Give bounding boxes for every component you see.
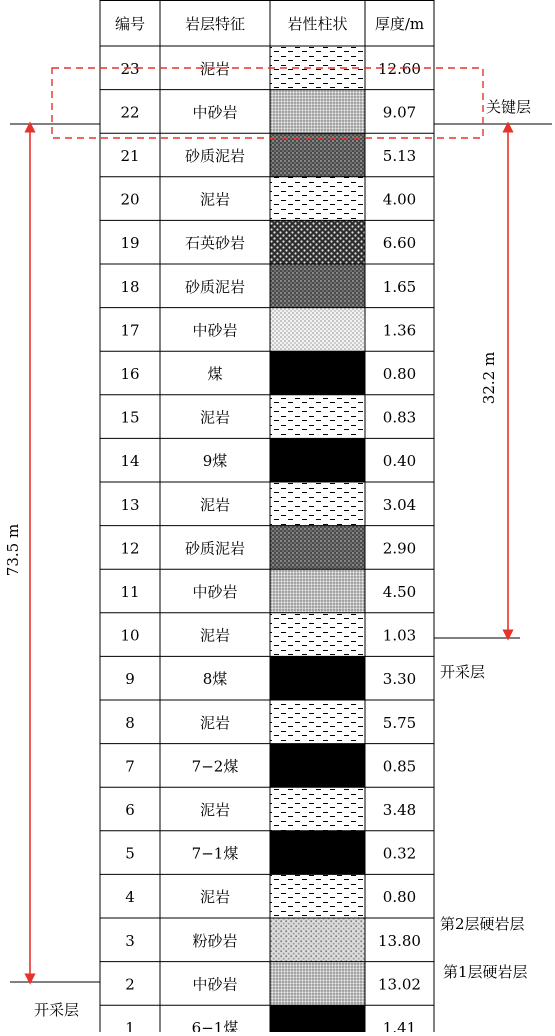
layer-number: 19 bbox=[120, 234, 140, 253]
mining-layer-lower-label: 开采层 bbox=[34, 1001, 80, 1019]
layer-thickness: 3.30 bbox=[382, 670, 417, 689]
layer-name: 泥岩 bbox=[199, 408, 231, 427]
layer-name: 泥岩 bbox=[199, 190, 231, 209]
lithology-cell bbox=[270, 264, 365, 308]
lithology-cell bbox=[270, 526, 365, 570]
layer-name: 中砂岩 bbox=[192, 103, 238, 122]
lithology-cell bbox=[270, 90, 365, 134]
lithology-cell bbox=[270, 395, 365, 439]
layer-thickness: 5.13 bbox=[382, 147, 417, 165]
layer-thickness: 4.50 bbox=[382, 583, 417, 601]
layer-number: 20 bbox=[120, 190, 140, 209]
lithology-cell bbox=[270, 351, 365, 395]
column-header: 岩层特征 bbox=[184, 15, 246, 33]
lithology-cell bbox=[270, 569, 365, 613]
layer-number: 10 bbox=[120, 626, 140, 645]
column-header: 编号 bbox=[114, 15, 146, 33]
layer-number: 21 bbox=[120, 147, 140, 165]
layer-thickness: 6.60 bbox=[382, 234, 417, 253]
lithology-cell bbox=[270, 744, 365, 788]
layer-name: 泥岩 bbox=[199, 888, 231, 907]
column-header: 厚度/m bbox=[374, 15, 425, 33]
lithology-cell bbox=[270, 613, 365, 657]
layer-name: 7−2煤 bbox=[191, 757, 239, 776]
lithology-cell bbox=[270, 438, 365, 482]
layer-thickness: 13.80 bbox=[378, 931, 421, 950]
layer-name: 石英砂岩 bbox=[184, 234, 246, 253]
layer-number: 8 bbox=[125, 713, 135, 732]
lithology-cell bbox=[270, 656, 365, 700]
layer-thickness: 3.48 bbox=[382, 801, 417, 819]
lithology-cell bbox=[270, 177, 365, 221]
layer-number: 14 bbox=[120, 452, 140, 471]
layer-number: 22 bbox=[120, 103, 140, 122]
layer-thickness: 1.65 bbox=[382, 277, 417, 296]
layer-thickness: 0.85 bbox=[382, 757, 417, 776]
strata-table bbox=[100, 0, 434, 1032]
layer-name: 砂质泥岩 bbox=[184, 539, 246, 558]
layer-name: 中砂岩 bbox=[192, 583, 238, 601]
lithology-cell bbox=[270, 787, 365, 831]
lithology-cell bbox=[270, 962, 365, 1006]
layer-name: 泥岩 bbox=[199, 801, 231, 819]
layer-number: 16 bbox=[120, 365, 140, 383]
lithology-cell bbox=[270, 308, 365, 352]
layer-number: 13 bbox=[120, 495, 140, 514]
layer-thickness: 1.36 bbox=[382, 321, 417, 340]
layer-number: 6 bbox=[125, 801, 135, 819]
layer-number: 18 bbox=[120, 277, 140, 296]
mining-layer-upper-label: 开采层 bbox=[440, 663, 486, 681]
layer-number: 7 bbox=[125, 757, 135, 776]
layer-name: 中砂岩 bbox=[192, 321, 238, 340]
layer-name: 泥岩 bbox=[199, 626, 231, 645]
layer-name: 砂质泥岩 bbox=[184, 277, 246, 296]
layer-name: 粉砂岩 bbox=[192, 931, 238, 950]
layer-thickness: 4.00 bbox=[382, 190, 417, 209]
layer-number: 5 bbox=[125, 844, 135, 863]
layer-name: 泥岩 bbox=[199, 59, 231, 78]
hard-layer-2-label: 第2层硬岩层 bbox=[440, 915, 525, 933]
column-header: 岩性柱状 bbox=[287, 15, 348, 33]
layer-name: 煤 bbox=[207, 365, 223, 383]
layer-number: 17 bbox=[120, 321, 140, 340]
lithology-cell bbox=[270, 918, 365, 962]
layer-number: 23 bbox=[120, 59, 140, 78]
lithology-cell bbox=[270, 1005, 365, 1032]
layer-name: 中砂岩 bbox=[192, 975, 238, 994]
layer-thickness: 1.41 bbox=[382, 1019, 417, 1032]
layer-number: 12 bbox=[120, 539, 140, 558]
layer-thickness: 9.07 bbox=[382, 103, 417, 122]
layer-thickness: 13.02 bbox=[378, 975, 421, 994]
layer-number: 3 bbox=[125, 931, 135, 950]
layer-thickness: 12.60 bbox=[378, 59, 421, 78]
lithology-cell bbox=[270, 700, 365, 744]
layer-number: 4 bbox=[125, 888, 135, 907]
right-distance-label: 32.2 m bbox=[480, 351, 498, 405]
left-distance-label: 73.5 m bbox=[4, 523, 22, 577]
layer-thickness: 0.83 bbox=[382, 408, 417, 427]
layer-thickness: 1.03 bbox=[382, 626, 417, 645]
layer-thickness: 5.75 bbox=[382, 713, 417, 732]
hard-layer-1-label: 第1层硬岩层 bbox=[443, 963, 528, 981]
lithology-cell bbox=[270, 874, 365, 918]
layer-thickness: 0.40 bbox=[382, 452, 417, 471]
layer-name: 7−1煤 bbox=[191, 844, 239, 863]
lithology-cell bbox=[270, 220, 365, 264]
layer-name: 泥岩 bbox=[199, 713, 231, 732]
layer-number: 11 bbox=[120, 583, 140, 601]
layer-thickness: 0.32 bbox=[382, 844, 417, 863]
key-layer-label: 关键层 bbox=[486, 98, 532, 116]
layer-thickness: 2.90 bbox=[382, 539, 417, 558]
lithology-cell bbox=[270, 133, 365, 177]
layer-name: 泥岩 bbox=[199, 495, 231, 514]
layer-thickness: 3.04 bbox=[382, 495, 417, 514]
layer-number: 2 bbox=[125, 975, 135, 994]
layer-number: 9 bbox=[125, 670, 135, 689]
lithology-cell bbox=[270, 482, 365, 526]
key-layer-dashed-box bbox=[52, 68, 483, 138]
layer-thickness: 0.80 bbox=[382, 888, 417, 907]
lithology-cell bbox=[270, 831, 365, 875]
layer-name: 8煤 bbox=[202, 670, 228, 689]
layer-name: 砂质泥岩 bbox=[184, 147, 246, 165]
layer-name: 6−1煤 bbox=[191, 1019, 239, 1032]
layer-number: 1 bbox=[125, 1019, 135, 1032]
layer-name: 9煤 bbox=[202, 452, 228, 471]
layer-number: 15 bbox=[120, 408, 140, 427]
layer-thickness: 0.80 bbox=[382, 365, 417, 383]
